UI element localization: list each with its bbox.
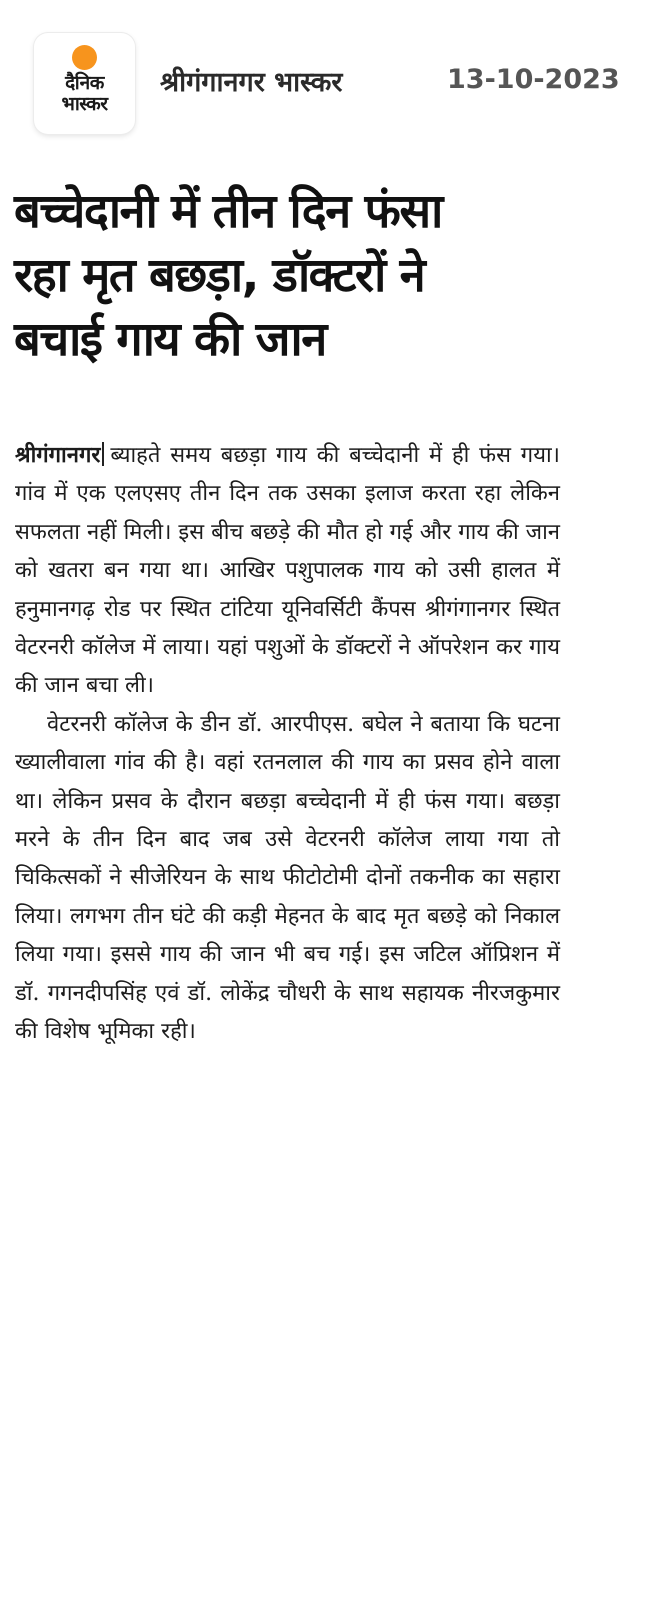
headline-line-3: बचाई गाय की जान: [14, 312, 326, 367]
dateline: श्रीगंगानगर: [15, 442, 101, 468]
publication-date: 13-10-2023: [447, 64, 620, 95]
clipping-header: [0, 0, 658, 160]
paragraph-1-text: ब्याहते समय बछड़ा गाय की बच्चेदानी में ही फंस गया। गांव में एक एलएसए तीन दिन तक उसका इलाज करता रहा लेकिन सफलता नहीं मिली। इस बीच बछड़े की मौत हो गई और गाय की जान को खतरा बन गया था। आखिर पशुपालक गाय को उसी हालत में हनुमानगढ़ रोड पर स्थित टांटिया यूनिवर्सिटी कैंपस श्रीगंगानगर स्थित वेटरनरी कॉलेज में लाया। यहां पशुओं के डॉक्टरों ने ऑपरेशन कर गाय की जान बचा ली।: [15, 443, 560, 699]
logo-wordmark: [34, 73, 135, 115]
dateline-divider: [102, 442, 104, 466]
dainik-bhaskar-logo: [34, 33, 135, 134]
article-body: [15, 436, 560, 1052]
logo-text-line2: भास्कर: [61, 93, 108, 115]
headline-line-1: बच्चेदानी में तीन दिन फंसा: [14, 184, 442, 239]
sun-icon: [72, 45, 97, 70]
paragraph-1: [15, 436, 560, 706]
edition-name: श्रीगंगानगर भास्कर: [160, 67, 343, 98]
article-headline: [14, 180, 574, 372]
paragraph-2: वेटरनरी कॉलेज के डीन डॉ. आरपीएस. बघेल ने बताया कि घटना ख्यालीवाला गांव की है। वहां रतनलाल की गाय का प्रसव होने वाला था। लेकिन प्रसव के दौरान बछड़ा बच्चेदानी में ही फंस गया। बछड़ा मरने के तीन दिन बाद जब उसे वेटरनरी कॉलेज लाया गया तो चिकित्सकों ने सीजेरियन के साथ फीटोटोमी दोनों तकनीक का सहारा लिया। लगभग तीन घंटे की कड़ी मेहनत के बाद मृत बछड़े को निकाल लिया गया। इससे गाय की जान भी बच गई। इस जटिल ऑप्रिशन में डॉ. गगनदीपसिंह एवं डॉ. लोकेंद्र चौधरी के साथ सहायक नीरजकुमार की विशेष भूमिका रही।: [15, 711, 560, 1045]
headline-line-2: रहा मृत बछड़ा, डॉक्टरों ने: [14, 248, 425, 303]
logo-text-line1: दैनिक: [65, 72, 104, 94]
